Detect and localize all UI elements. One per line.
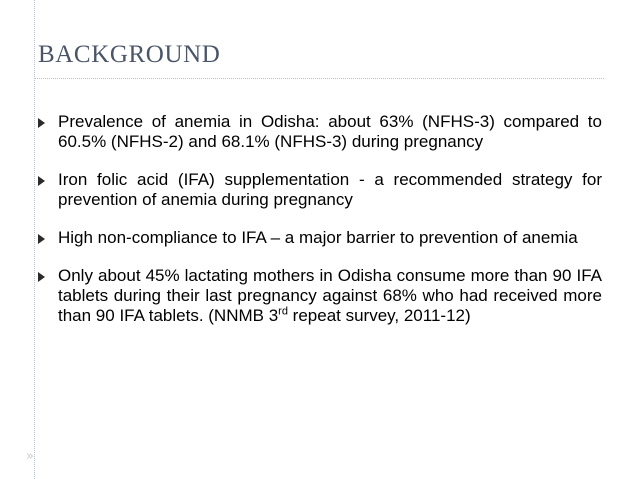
arrow-right-icon bbox=[38, 272, 45, 282]
superscript: rd bbox=[278, 305, 288, 318]
left-divider bbox=[34, 0, 35, 479]
bullet-list bbox=[36, 112, 602, 344]
arrow-right-icon bbox=[38, 234, 45, 244]
bullet-item bbox=[36, 170, 602, 210]
double-chevron-right-icon[interactable]: » bbox=[26, 449, 34, 464]
bullet-item bbox=[36, 266, 602, 326]
bullet-text: High non-compliance to IFA – a major barrier to prevention of anemia bbox=[58, 228, 578, 247]
arrow-right-icon bbox=[38, 176, 45, 186]
bullet-item bbox=[36, 228, 602, 248]
slide-title: BACKGROUND bbox=[38, 41, 221, 68]
arrow-right-icon bbox=[38, 118, 45, 128]
title-divider bbox=[34, 78, 604, 79]
bullet-text: Prevalence of anemia in Odisha: about 63% (NFHS-3) compared to 60.5% (NFHS-2) and 68.1% (NFHS-3) during pregnancy bbox=[58, 112, 602, 151]
bullet-item bbox=[36, 112, 602, 152]
bullet-text: Iron folic acid (IFA) supplementation - a recommended strategy for prevention of anemia during pregnancy bbox=[58, 170, 602, 209]
bullet-text-part: Only about 45% lactating mothers in Odisha consume more than 90 IFA tablets during their last pregnancy against 68% who had received more than 90 IFA tablets. (NNMB 3 bbox=[58, 266, 602, 325]
bullet-text-part: repeat survey, 2011-12) bbox=[287, 306, 471, 325]
bullet-text bbox=[58, 266, 602, 325]
